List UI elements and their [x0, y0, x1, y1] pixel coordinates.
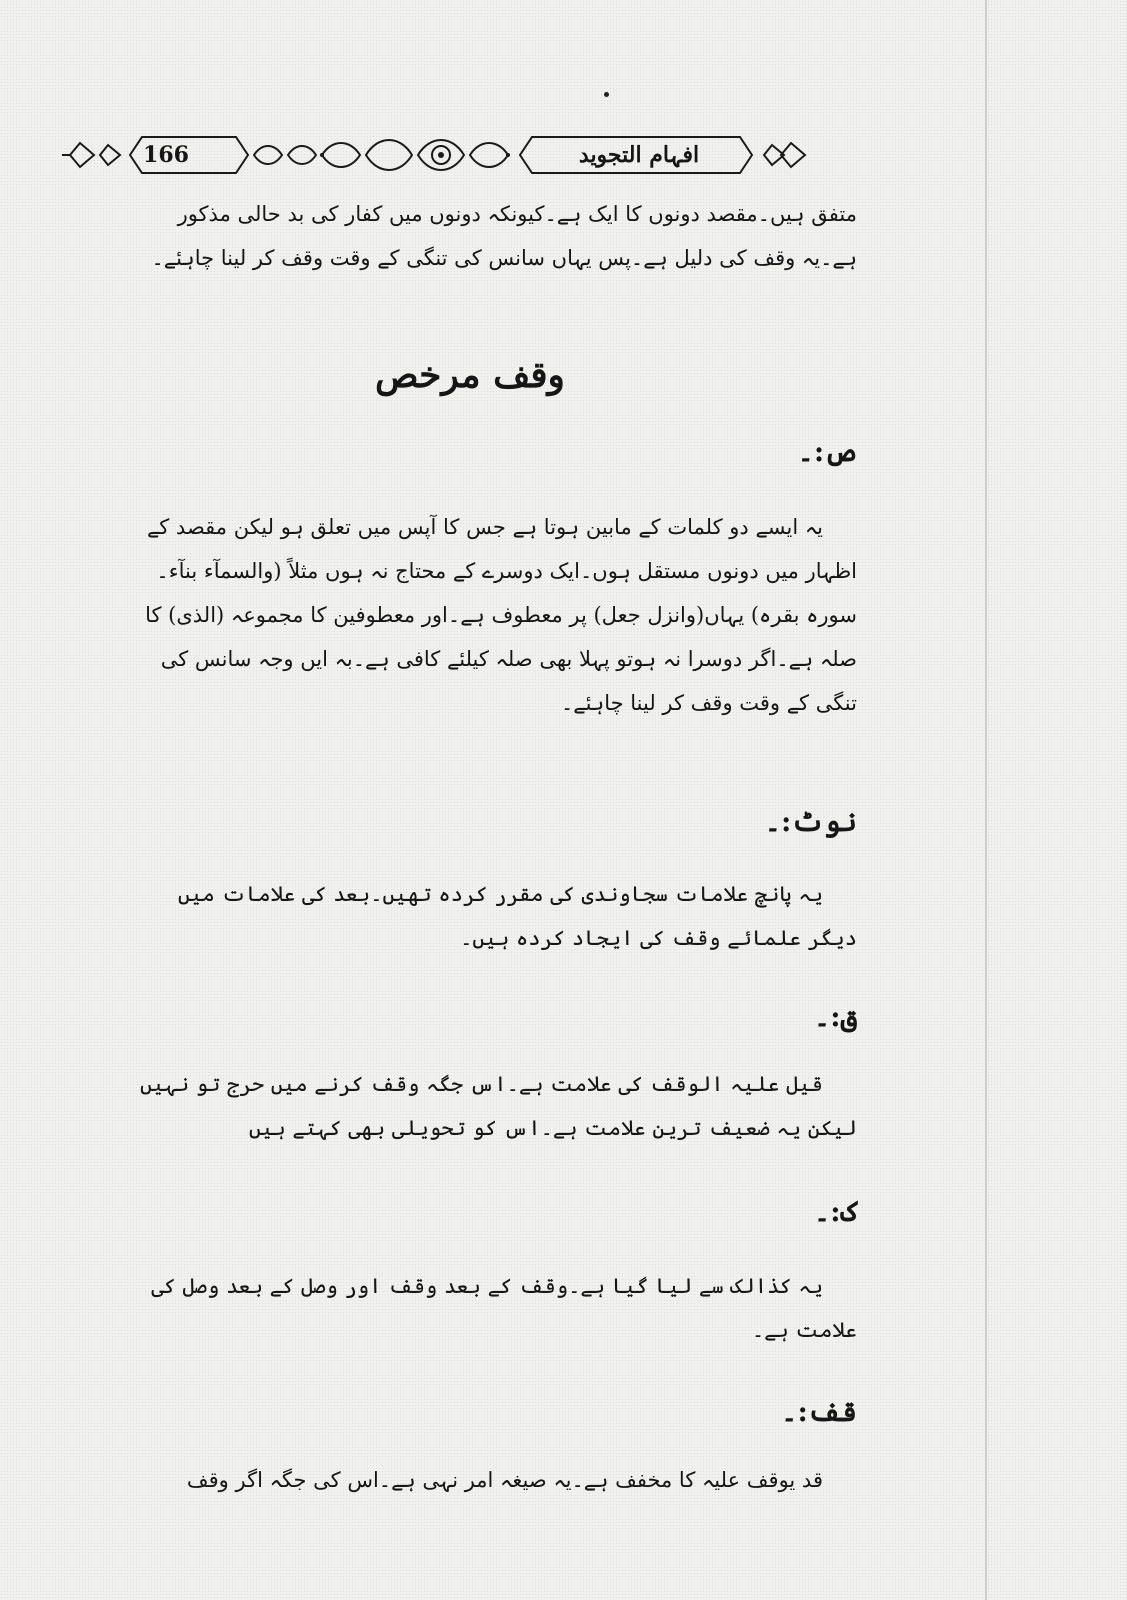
ink-dot [604, 92, 609, 97]
note-paragraph: یہ پانچ علامات سجاوندی کی مقرر کردہ تھیں۔بعد کی علامات میں دیگر علمائے وقف کی ایجاد کردہ ہیں۔ [177, 882, 857, 950]
note-label: نوٹ:۔ [764, 805, 857, 838]
qif-label: قف:۔ [781, 1395, 857, 1428]
sad-paragraph: یہ ایسے دو کلمات کے مابین ہوتا ہے جس کا آپس میں تعلق ہو لیکن مقصد کے اظہار میں دونوں مستقل ہوں۔ایک دوسرے کے محتاج نہ ہوں مثلاً (والسمآء بنآء۔سورہ بقرہ) یہاں(وانزل جعل) پر معطوف ہے۔اور معطوفین کا مجموعہ (الذی) کا صلہ ہے۔اگر دوسرا نہ ہوتو پہلا بھی صلہ کیلئے کافی ہے۔بہ ایں وجہ سانس کی تنگی کے وقت وقف کر لینا چاہئے۔ [145, 515, 857, 715]
qaf-label: ق:۔ [813, 1000, 857, 1033]
intro-paragraph: متفق ہیں۔مقصد دونوں کا ایک ہے۔کیونکہ دونوں میں کفار کی بد حالی مذکور ہے۔یہ وقف کی دلیل ہے۔پس یہاں سانس کی تنگی کے وقت وقف کر لینا چاہئے۔ [151, 202, 857, 270]
sad-label: ص:۔ [797, 435, 857, 468]
qif-paragraph: قد یوقف علیہ کا مخفف ہے۔یہ صیغہ امر نہی ہے۔اس کی جگہ اگر وقف [186, 1468, 823, 1492]
section-heading: وقف مرخص [375, 354, 565, 396]
page-number: 166 [143, 142, 189, 168]
kaf-label: ک:۔ [813, 1195, 857, 1228]
page-spine-line [985, 0, 987, 1600]
qaf-paragraph: قیل علیہ الوقف کی علامت ہے۔اس جگہ وقف کرنے میں حرج تو نہیں لیکن یہ ضعیف ترین علامت ہے۔اس کو تحویلی بھی کہتے ہیں [139, 1072, 857, 1140]
kaf-paragraph: یہ کذالک سے لیا گیا ہے۔وقف کے بعد وقف اور وصل کے بعد وصل کی علامت ہے۔ [151, 1274, 857, 1342]
page-header-ornament [60, 128, 820, 182]
book-title: افہام التجوید [578, 142, 700, 168]
